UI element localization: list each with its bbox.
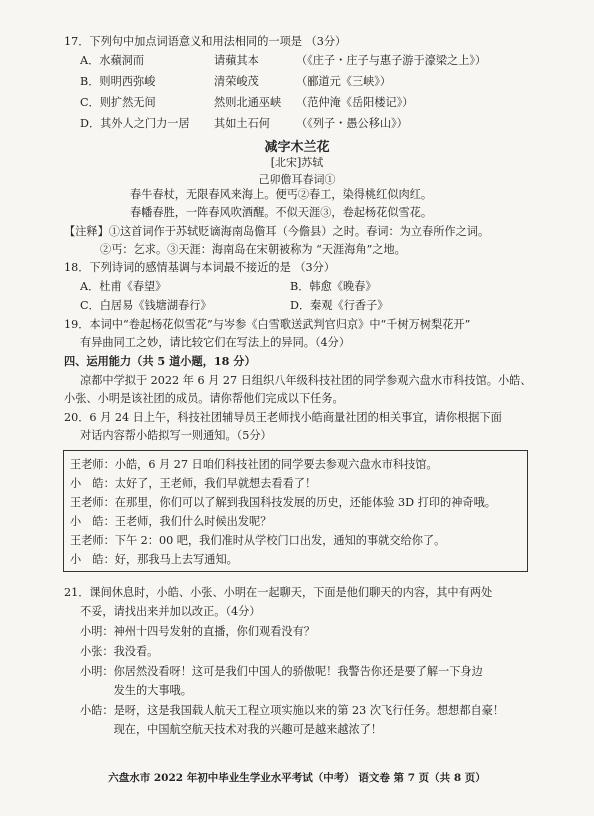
chat-line: 小皓：是呀，这是我国载人航天工程立项实施以来的第 23 次飞行任务。想想都自豪！ bbox=[80, 704, 505, 717]
dialogue-line: 王老师：下午 2：00 吧，我们准时从学校门口出发，通知的事就交给你了。 bbox=[70, 534, 446, 547]
q20-line-2: 对话内容帮小皓拟写一则通知。（5分） bbox=[80, 429, 272, 442]
poem-author: [北宋]苏轼 bbox=[270, 156, 324, 169]
chat-line: 小明：你居然没看呀！这可是我们中国人的骄傲呢！我警告你还是要了解一下身边 bbox=[80, 665, 483, 678]
q17-stem: 17．下列句中加点词语意义和用法相同的一项是 （3分） bbox=[64, 35, 347, 48]
dialogue-box bbox=[63, 450, 528, 572]
poem-line-2: 春幡春胜，一阵春风吹酒醒。不似天涯③，卷起杨花似雪花。 bbox=[130, 206, 433, 219]
option-compare: 其如土石何 bbox=[214, 117, 270, 130]
q18-option-d: D．秦观《行香子》 bbox=[290, 299, 389, 312]
option-compare: 请蘋其本 bbox=[214, 54, 259, 67]
option-source: （郦道元《三峡》） bbox=[296, 75, 392, 88]
dialogue-line: 小 皓：王老师，我们什么时候出发呢？ bbox=[70, 515, 272, 528]
poem-line-1: 春牛春杖，无限春风来海上。便丐②春工，染得桃红似肉红。 bbox=[130, 188, 433, 201]
chat-line: 小张：我没看。 bbox=[80, 645, 159, 658]
option-label: B．则明西弥峻 bbox=[80, 75, 156, 88]
q18-option-a: A．杜甫《春望》 bbox=[80, 280, 167, 293]
q19-line-1: 19．本词中“卷起杨花似雪花”与岑参《白雪歌送武判官归京》中“千树万树梨花开” bbox=[64, 318, 471, 331]
option-source: （《列子・愚公移山》） bbox=[296, 117, 408, 130]
poem-title: 减字木兰花 bbox=[264, 140, 330, 155]
dialogue-line: 王老师：小皓，6 月 27 日咱们科技社团的同学要去参观六盘水市科技馆。 bbox=[70, 458, 438, 471]
option-label: D．其外人之门力一居 bbox=[80, 117, 190, 130]
chat-line: 发生的大事哦。 bbox=[80, 684, 192, 697]
option-source: （范仲淹《岳阳楼记》） bbox=[296, 96, 414, 109]
section-intro-2: 小张、小明是该社团的成员。请你帮他们完成以下任务。 bbox=[64, 392, 344, 405]
q18-option-b: B．韩愈《晚春》 bbox=[290, 280, 377, 293]
option-compare: 然则北通巫峡 bbox=[214, 96, 282, 109]
q18-stem: 18．下列诗词的感情基调与本词最不接近的是 （3分） bbox=[64, 261, 336, 274]
dialogue-line: 小 皓：好，那我马上去写通知。 bbox=[70, 553, 238, 566]
poem-note-1: 【注释】①这首词作于苏轼贬谪海南岛儋耳（今儋县）之时。春词：为立春所作之词。 bbox=[64, 225, 490, 238]
chat-line: 现在，中国航空航天技术对我的兴趣可是越来越浓了！ bbox=[80, 723, 383, 736]
q21-line-2: 不妥，请找出来并加以改正。（4分） bbox=[80, 605, 261, 618]
q19-line-2: 有异曲同工之妙，请比较它们在写法上的异同。（4分） bbox=[80, 336, 351, 349]
section-intro-1: 凉都中学拟于 2022 年 6 月 27 日组织八年级科技社团的同学参观六盘水市科技馆。小皓、 bbox=[80, 374, 532, 387]
poem-subtitle: 己卯儋耳春词① bbox=[258, 173, 336, 186]
option-source: （《庄子・庄子与惠子游于濠梁之上》） bbox=[296, 54, 487, 67]
option-label: A．水蘋洞而 bbox=[80, 54, 145, 67]
q18-option-c: C．白居易《钱塘湖春行》 bbox=[80, 299, 212, 312]
q20-line-1: 20．6 月 24 日上午，科技社团辅导员王老师找小皓商量社团的相关事宜，请你根据下面 bbox=[64, 411, 502, 424]
poem-note-2: ②丐：乞求。③天涯：海南岛在宋朝被称为 “天涯海角”之地。 bbox=[100, 243, 406, 256]
page-footer: 六盘水市 2022 年初中毕业生学业水平考试（中考） 语文卷 第 7 页（共 8 页） bbox=[108, 772, 486, 784]
section-heading: 四、运用能力（共 5 道小题，18 分） bbox=[64, 354, 256, 368]
q21-line-1: 21．课间休息时，小皓、小张、小明在一起聊天，下面是他们聊天的内容，其中有两处 bbox=[64, 586, 493, 599]
option-label: C．则扩然无间 bbox=[80, 96, 156, 109]
option-compare: 清荣峻茂 bbox=[214, 75, 259, 88]
dialogue-line: 小 皓：太好了，王老师，我们早就想去看看了！ bbox=[70, 477, 317, 490]
chat-line: 小明：神州十四号发射的直播，你们观看没有？ bbox=[80, 625, 315, 638]
dialogue-line: 王老师：在那里，你们可以了解到我国科技发展的历史，还能体验 3D 打印的神奇哦。 bbox=[70, 496, 496, 509]
